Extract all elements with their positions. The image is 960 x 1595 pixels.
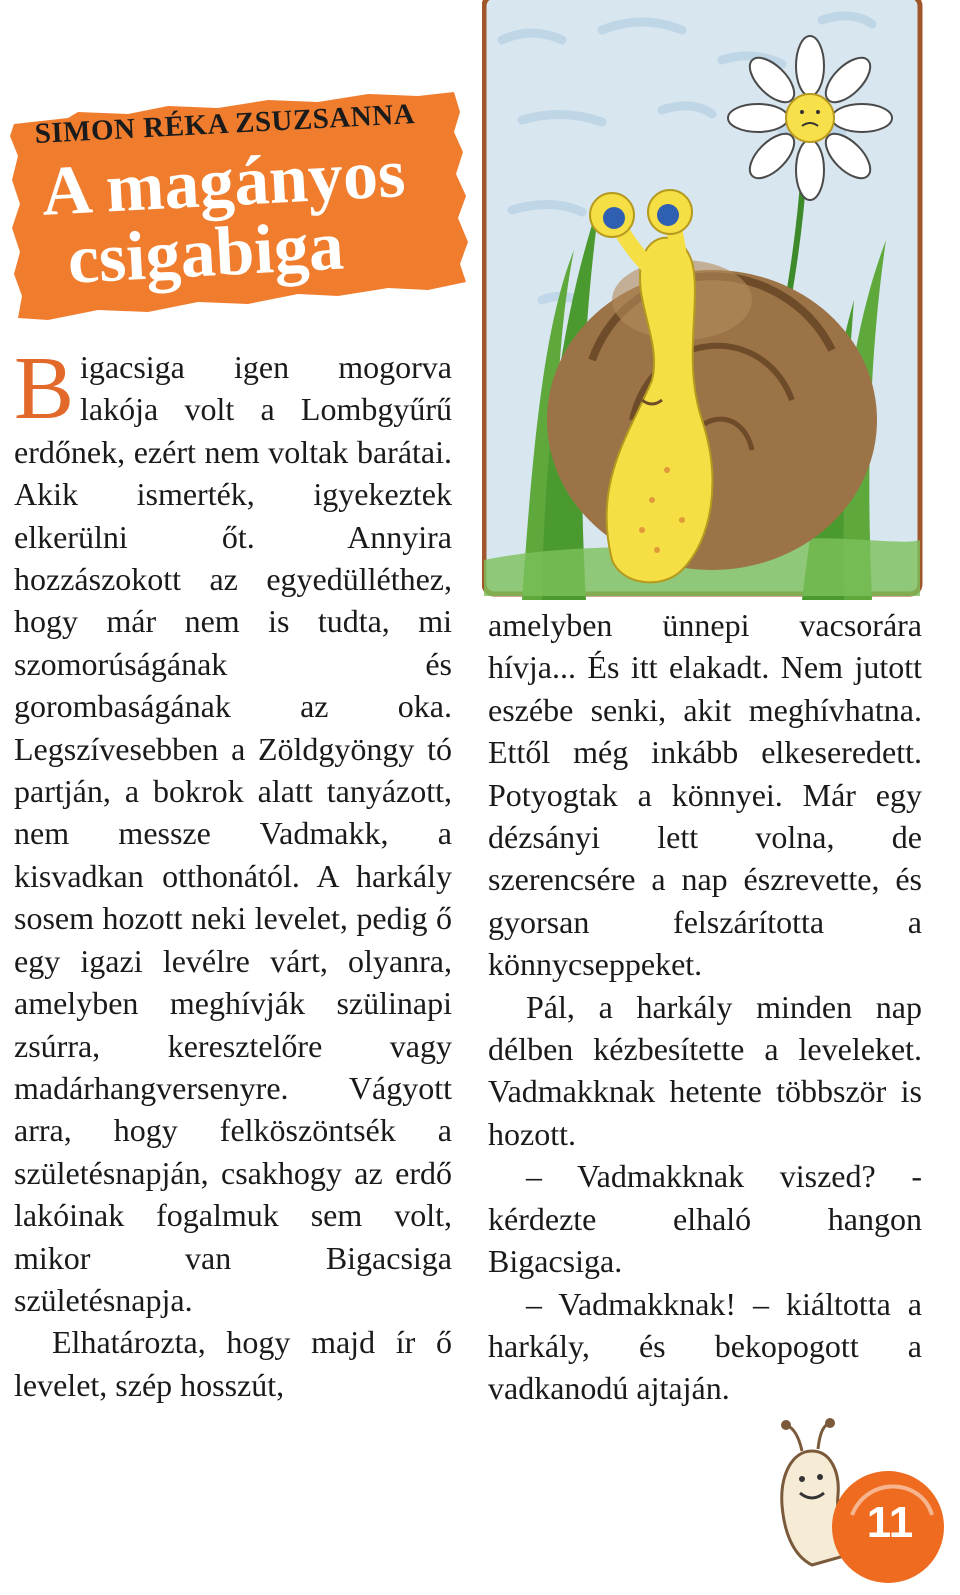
article-column-right: [488, 604, 922, 1410]
paragraph: Elhatározta, hogy majd ír ő levelet, szép hosszút,: [14, 1324, 452, 1403]
article-column-left: [14, 339, 452, 1406]
paragraph: igacsiga igen mogorva lakója volt a Lombgyűrű erdőnek, ezért nem voltak barátai. Akik ismerték, igyekeztek elkerülni őt. Annyira hozzászokott az egyedülléthez, hogy már nem is tudta, mi szomorúságának és gorombaságának az oka. Legszívesebben a Zöldgyöngy tó partján, a bokrok alatt tanyázott, nem messze Vadmakk, a kisvadkan otthonától. A harkály sosem hozott neki levelet, pedig ő egy igazi levélre várt, olyanra, amelyben meghívják szülinapi zsúrra, keresztelőre vagy madárhangversenyre. Vágyott arra, hogy felköszöntsék a születésnapján, csakhogy az erdő lakóinak fogalmuk sem volt, mikor van Bigacsiga születésnapja.: [14, 349, 452, 1318]
article-title-line1: A magányos: [39, 134, 407, 231]
snail-illustration: [482, 0, 946, 600]
article-title-line2: csigabiga: [65, 207, 346, 299]
dialogue-line: – Vadmakknak viszed? - kérdezte elhaló hangon Bigacsiga.: [488, 1158, 922, 1280]
author-name: SIMON RÉKA ZSUZSANNA: [34, 98, 416, 150]
dialogue-line: – Vadmakknak! – kiáltotta a harkály, és bekopogott a vadkanodú ajtaján.: [488, 1285, 922, 1407]
page-number: 11: [866, 1498, 914, 1547]
drop-cap: B: [14, 339, 75, 438]
paragraph: amelyben ünnepi vacsorára hívja... És itt elakadt. Nem jutott eszébe senki, akit meghívhatna. Ettől még inkább elkeseredett. Potyogtak a könnyei. Már egy dézsányi lett volna, de szerencsére a nap észrevette, és gyorsan felszárította a könnycseppeket.: [488, 607, 922, 983]
paragraph: Pál, a harkály minden nap délben kézbesítette a leveleket. Vadmakknak hetente többször is hozott.: [488, 988, 922, 1152]
